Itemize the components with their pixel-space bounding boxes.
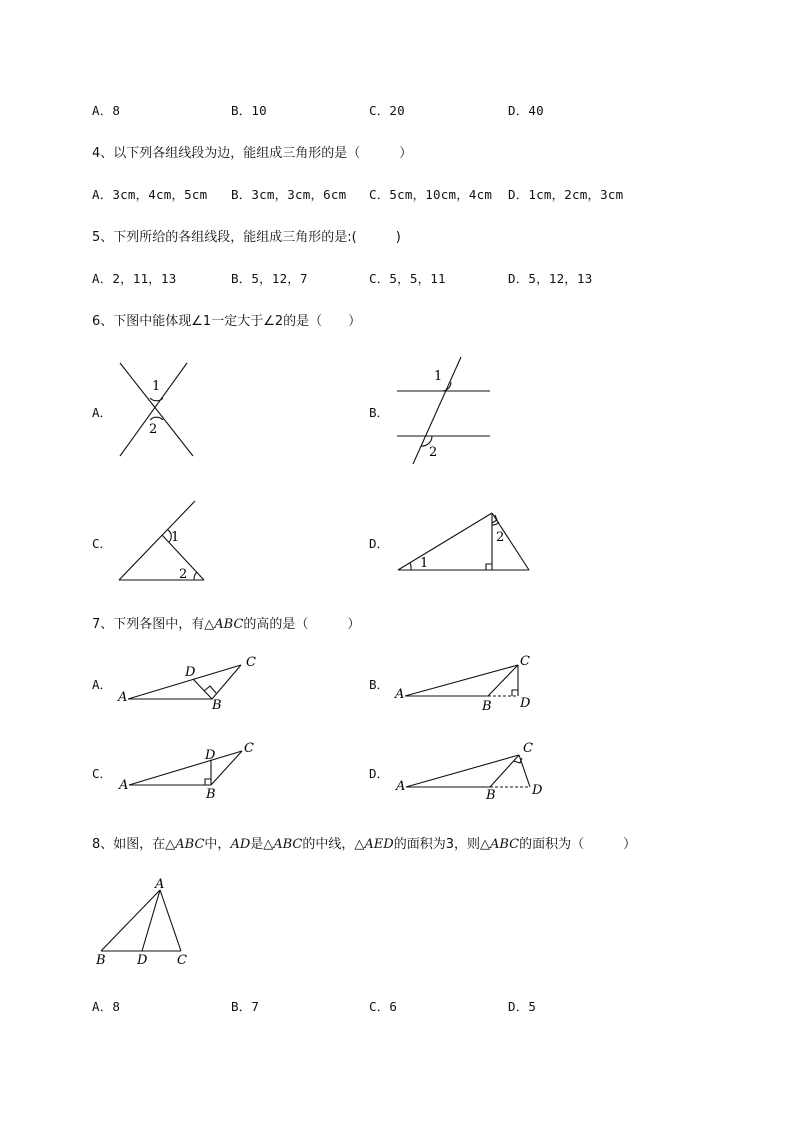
- q8-point-d: D: [137, 953, 148, 968]
- q7-stem: 7、下列各图中，有△ABC的高的是（ ）: [92, 617, 361, 632]
- q7-label-a: A．: [92, 677, 113, 692]
- q6-b-angle-2: 2: [429, 445, 438, 460]
- q7-label-b: B．: [369, 677, 390, 692]
- q7-d-point-c: C: [523, 741, 533, 756]
- q3-option-d: D．40: [508, 103, 544, 118]
- q8-point-c: C: [177, 953, 187, 968]
- q8-point-b: B: [96, 953, 106, 968]
- q3-option-a: A．8: [92, 103, 121, 118]
- q4-option-c: C．5cm，10cm，4cm: [369, 187, 493, 202]
- q6-label-c: C．: [92, 536, 113, 551]
- q7-d-point-a: A: [396, 779, 406, 794]
- q8-stem: 8、如图，在△ABC中，AD是△ABC的中线，△AED的面积为3，则△ABC的面积为（ ）: [92, 837, 637, 852]
- q7-a-point-a: A: [118, 690, 128, 705]
- q6-c-angle-1: 1: [171, 530, 180, 545]
- q5-option-a: A．2，11，13: [92, 271, 177, 286]
- q6-stem: 6、下图中能体现∠1一定大于∠2的是（ ）: [92, 314, 362, 329]
- q5-stem: 5、下列所给的各组线段，能组成三角形的是:( ): [92, 230, 401, 245]
- q4-option-b: B．3cm，3cm，6cm: [231, 187, 347, 202]
- q7-c-point-c: C: [244, 741, 254, 756]
- q7-b-point-c: C: [520, 654, 530, 669]
- q7-d-point-d: D: [532, 783, 543, 798]
- q5-option-d: D．5，12，13: [508, 271, 593, 286]
- q6-d-angle-1: 1: [420, 556, 429, 571]
- q6-c-angle-2: 2: [179, 567, 188, 582]
- q7-b-point-b: B: [482, 699, 492, 714]
- q8-option-a: A．8: [92, 999, 121, 1014]
- q5-option-c: C．5，5，11: [369, 271, 446, 286]
- q6-a-angle-1: 1: [152, 379, 161, 394]
- q8-option-b: B．7: [231, 999, 260, 1014]
- q3-option-c: C．20: [369, 103, 405, 118]
- q6-d-angle-2: 2: [496, 530, 505, 545]
- q6-a-angle-2: 2: [149, 422, 158, 437]
- q4-option-d: D．1cm，2cm，3cm: [508, 187, 624, 202]
- q7-label-c: C．: [92, 766, 113, 781]
- q4-stem: 4、以下列各组线段为边，能组成三角形的是（ ）: [92, 146, 413, 161]
- q7-d-point-b: B: [486, 788, 496, 803]
- q7-c-point-a: A: [119, 778, 129, 793]
- q7-a-point-d: D: [185, 665, 196, 680]
- q4-option-a: A．3cm，4cm，5cm: [92, 187, 208, 202]
- q7-b-point-a: A: [395, 687, 405, 702]
- q7-a-point-c: C: [246, 655, 256, 670]
- q7-label-d: D．: [369, 766, 390, 781]
- q8-option-d: D．5: [508, 999, 537, 1014]
- q6-label-a: A．: [92, 405, 113, 420]
- q5-option-b: B．5，12，7: [231, 271, 308, 286]
- q3-option-b: B．10: [231, 103, 267, 118]
- q8-point-a: A: [155, 877, 165, 892]
- q6-label-d: D．: [369, 536, 390, 551]
- q7-b-point-d: D: [520, 696, 531, 711]
- q8-option-c: C．6: [369, 999, 398, 1014]
- q7-c-point-d: D: [205, 748, 216, 763]
- q6-b-angle-1: 1: [434, 369, 443, 384]
- q7-a-point-b: B: [212, 698, 222, 713]
- q6-label-b: B．: [369, 405, 390, 420]
- q7-c-point-b: B: [206, 787, 216, 802]
